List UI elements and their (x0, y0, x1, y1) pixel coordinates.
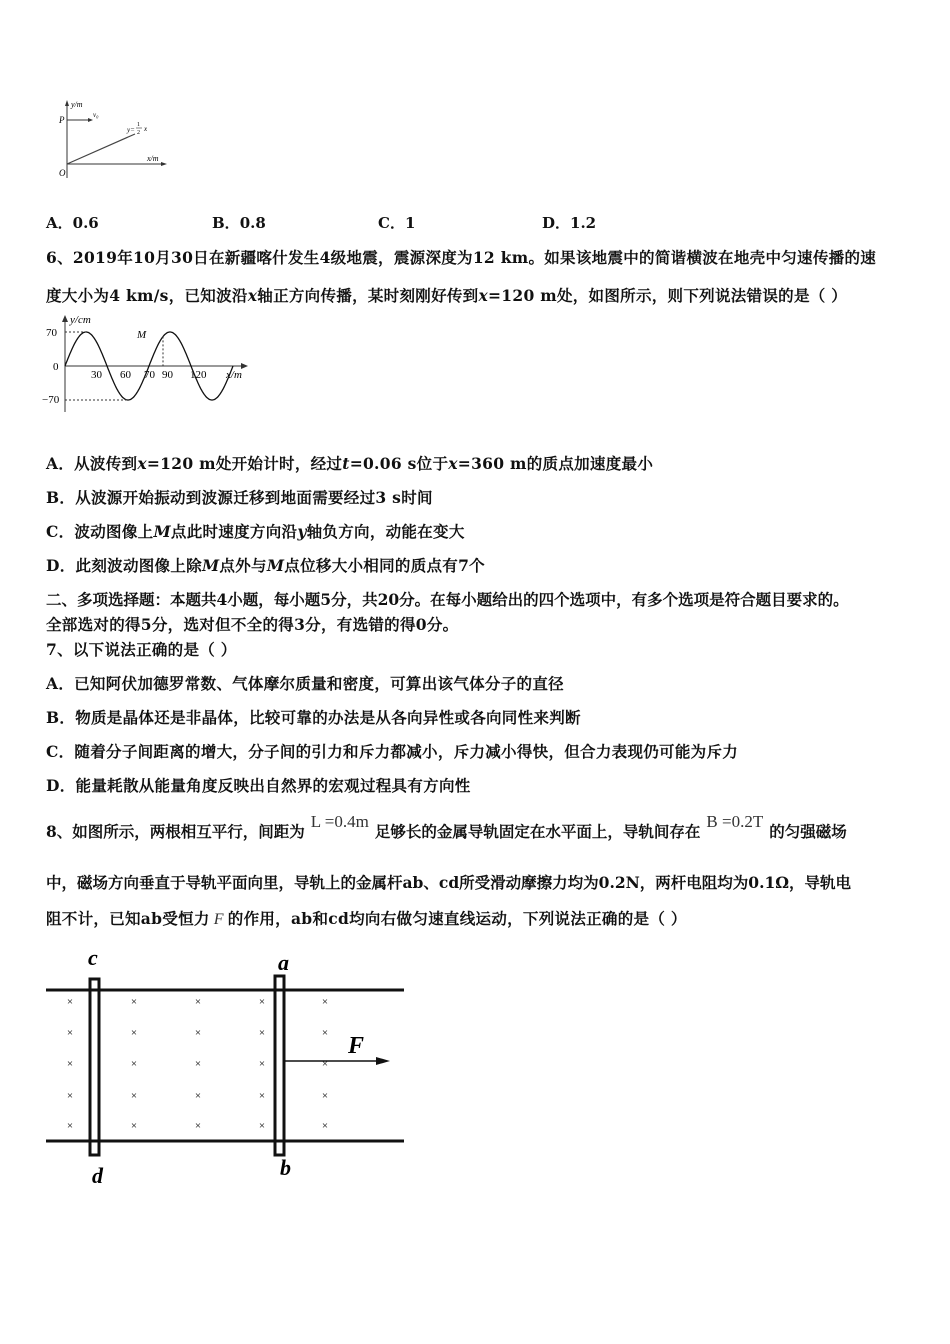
field-cross: × (194, 996, 202, 1008)
q8-stem-line2: 中，磁场方向垂直于导轨平面向里，导轨上的金属杆ab、cd所受滑动摩擦力均为0.2N，两杆电阻均为0.1Ω，导轨电 (46, 873, 852, 892)
q6-option-d: D．此刻波动图像上除M点外与M点位移大小相同的质点有7个 (46, 556, 485, 575)
q8-b-eq: B =0.2T (706, 812, 764, 831)
q8-stem-line3: 阻不计，已知ab受恒力 F 的作用，ab和cd均向右做匀速直线运动，下列说法正确的是（ ） (46, 909, 687, 928)
field-cross: × (321, 1120, 329, 1132)
wave-xtick-30: 30 (91, 369, 102, 381)
fig5-v-label: v₀ (93, 111, 99, 119)
field-cross: × (130, 1027, 138, 1039)
wave-m-label: M (137, 329, 147, 341)
rod-ab (275, 976, 284, 1155)
fig5-eq-prefix: y= (127, 126, 135, 134)
field-cross: × (258, 996, 266, 1008)
q7-option-d: D．能量耗散从能量角度反映出自然界的宏观过程具有方向性 (46, 776, 471, 795)
wave-ytick-neg70: −70 (42, 394, 60, 406)
field-cross: × (194, 1090, 202, 1102)
rod-cd (90, 979, 99, 1155)
wave-chart (40, 312, 255, 414)
fig5-origin: O (59, 168, 66, 178)
q5-figure (55, 98, 175, 188)
fig5-xlabel: x/m (147, 154, 159, 163)
field-cross: × (66, 1027, 74, 1039)
wave-xtick-70: 70 (144, 369, 155, 381)
field-cross: × (321, 1058, 329, 1070)
q5-option-a: A．0.6 (46, 214, 99, 232)
rail-figure (40, 945, 410, 1190)
q6-option-a: A．从波传到x=120 m处开始计时，经过t=0.06 s位于x=360 m的质点加速度最小 (46, 454, 654, 473)
field-cross: × (321, 1090, 329, 1102)
label-c: c (88, 945, 98, 970)
field-cross: × (258, 1027, 266, 1039)
field-cross: × (66, 1090, 74, 1102)
q5-option-c: C．1 (378, 214, 416, 232)
field-cross: × (194, 1027, 202, 1039)
q7-option-b: B．物质是晶体还是非晶体，比较可靠的办法是从各向异性或各向同性来判断 (46, 708, 581, 727)
fig5-ylabel: y/m (71, 100, 83, 109)
field-cross: × (130, 996, 138, 1008)
q8-stem-line1: 8、如图所示，两根相互平行，间距为L =0.4m足够长的金属导轨固定在水平面上，导轨间存在B =0.2T的匀强磁场 (46, 812, 847, 841)
section2-line2: 全部选对的得5分，选对但不全的得3分，有选错的得0分。 (46, 615, 459, 634)
q6-option-b: B．从波源开始振动到波源迁移到地面需要经过3 s时间 (46, 488, 433, 507)
label-b: b (280, 1155, 291, 1180)
field-cross: × (130, 1120, 138, 1132)
wave-ytick-0: 0 (53, 361, 59, 373)
q7-option-c: C．随着分子间距离的增大，分子间的引力和斥力都减小，斥力减小得快，但合力表现仍可能为斥力 (46, 742, 739, 761)
field-cross: × (258, 1120, 266, 1132)
field-cross: × (321, 996, 329, 1008)
label-force: F (348, 1033, 365, 1059)
wave-xtick-120: 120 (190, 369, 207, 381)
q5-option-d: D．1.2 (542, 214, 597, 232)
field-cross: × (194, 1058, 202, 1070)
wave-ylabel: y/cm (70, 314, 91, 326)
q6-stem-line1: 6、2019年10月30日在新疆喀什发生4级地震，震源深度为12 km。如果该地震中的简谐横波在地壳中匀速传播的速 (46, 248, 877, 267)
q6-option-c: C．波动图像上M点此时速度方向沿y轴负方向，动能在变大 (46, 522, 465, 541)
wave-xtick-60: 60 (120, 369, 131, 381)
wave-xlabel: x/m (226, 369, 242, 381)
fig5-eq-num: 1 (137, 122, 140, 128)
wave-ytick-70: 70 (46, 327, 57, 339)
q7-stem: 7、以下说法正确的是（ ） (46, 640, 237, 659)
q6-stem-line2: 度大小为4 km/s，已知波沿x轴正方向传播，某时刻刚好传到x=120 m处，如图所示，则下列说法错误的是（ ） (46, 286, 848, 305)
fig5-eq-den: 2 (137, 130, 140, 136)
fig5-eq-suffix: x (144, 125, 148, 133)
q7-option-a: A．已知阿伏加德罗常数、气体摩尔质量和密度，可算出该气体分子的直径 (46, 674, 564, 693)
field-cross: × (66, 1058, 74, 1070)
field-cross: × (321, 1027, 329, 1039)
wave-xtick-90: 90 (162, 369, 173, 381)
line-y-half-x (67, 134, 135, 164)
fig5-p-label: P (59, 115, 65, 125)
field-cross: × (66, 996, 74, 1008)
field-cross: × (194, 1120, 202, 1132)
field-cross: × (130, 1090, 138, 1102)
field-cross: × (66, 1120, 74, 1132)
label-a: a (278, 950, 289, 975)
label-d: d (92, 1163, 103, 1188)
q5-option-b: B．0.8 (212, 214, 266, 232)
field-cross: × (258, 1090, 266, 1102)
field-cross: × (130, 1058, 138, 1070)
section2-line1: 二、多项选择题：本题共4小题，每小题5分，共20分。在每小题给出的四个选项中，有多个选项是符合题目要求的。 (46, 590, 849, 609)
q8-l-eq: L =0.4m (310, 812, 369, 831)
field-cross: × (258, 1058, 266, 1070)
